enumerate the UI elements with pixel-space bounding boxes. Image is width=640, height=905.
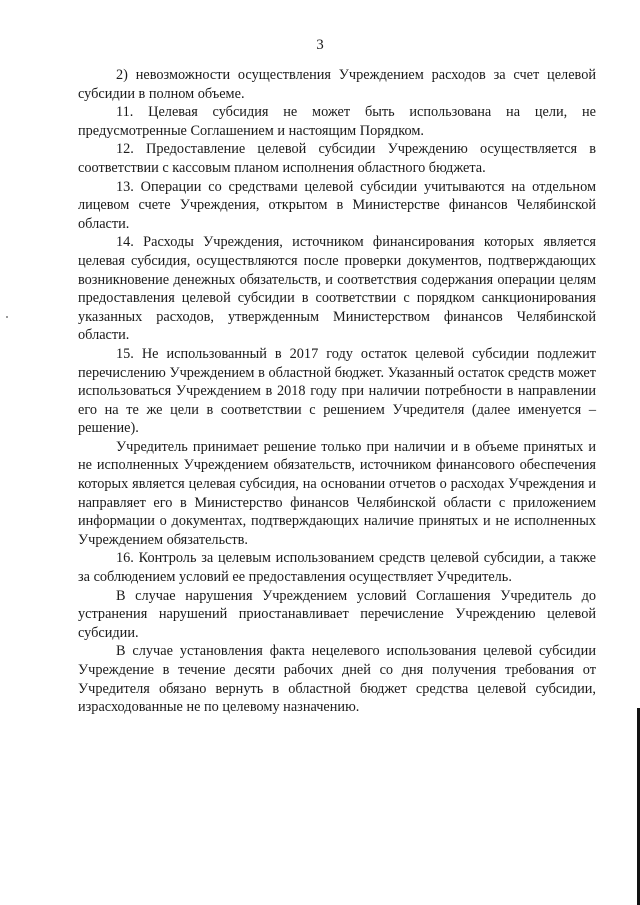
paragraph-item-2: 2) невозможности осуществления Учреждением расходов за счет целевой субсидии в полном объеме. <box>78 67 596 102</box>
page-number: 3 <box>316 37 324 53</box>
paragraph-13: 13. Операции со средствами целевой субсидии учитываются на отдельном лицевом счете Учреждения, открытом в Министерстве финансов Челябинской области. <box>78 178 596 232</box>
paragraph-15-decision: Учредитель принимает решение только при наличии и в объеме принятых и не исполненных Учреждением обязательств, источником финансового обеспечения которых является целевая субсидия, на основании отчетов о расходах Учреждения и направляет его в Министерство финансов Челябинской области с приложением информации о документах, подтверждающих наличие принятых и не исполненных Учреждением обязательств. <box>78 438 596 548</box>
paragraph-14: 14. Расходы Учреждения, источником финансирования которых является целевая субсидия, осуществляются после проверки документов, подтверждающих возникновение денежных обязательств, и соответствия содержания операции целям предоставления целевой субсидии в соответствии с порядком санкционирования указанных расходов, утвержденным Министерством финансов Челябинской области. <box>78 234 596 344</box>
paragraph-16-violation: В случае нарушения Учреждением условий Соглашения Учредитель до устранения нарушений приостанавливает перечисление Учреждению целевой субсидии. <box>78 587 596 641</box>
scan-speck <box>6 316 8 318</box>
document-body <box>78 66 596 717</box>
paragraph-12: 12. Предоставление целевой субсидии Учреждению осуществляется в соответствии с кассовым планом исполнения областного бюджета. <box>78 141 596 176</box>
paragraph-15: 15. Не использованный в 2017 году остаток целевой субсидии подлежит перечислению Учреждением в областной бюджет. Указанный остаток средств может использоваться Учреждением в 2018 году при наличии потребности в направлении его на те же цели в соответствии с решением Учредителя (далее именуется – решение). <box>78 345 596 437</box>
paragraph-16-misuse: В случае установления факта нецелевого использования целевой субсидии Учреждение в течение десяти рабочих дней со дня получения требования от Учредителя обязано вернуть в областной бюджет средства целевой субсидии, израсходованные не по целевому назначению. <box>78 643 596 716</box>
paragraph-11: 11. Целевая субсидия не может быть использована на цели, не предусмотренные Соглашением и настоящим Порядком. <box>78 104 596 139</box>
paragraph-16: 16. Контроль за целевым использованием средств целевой субсидии, а также за соблюдением условий ее предоставления осуществляет Учредитель. <box>78 550 596 586</box>
